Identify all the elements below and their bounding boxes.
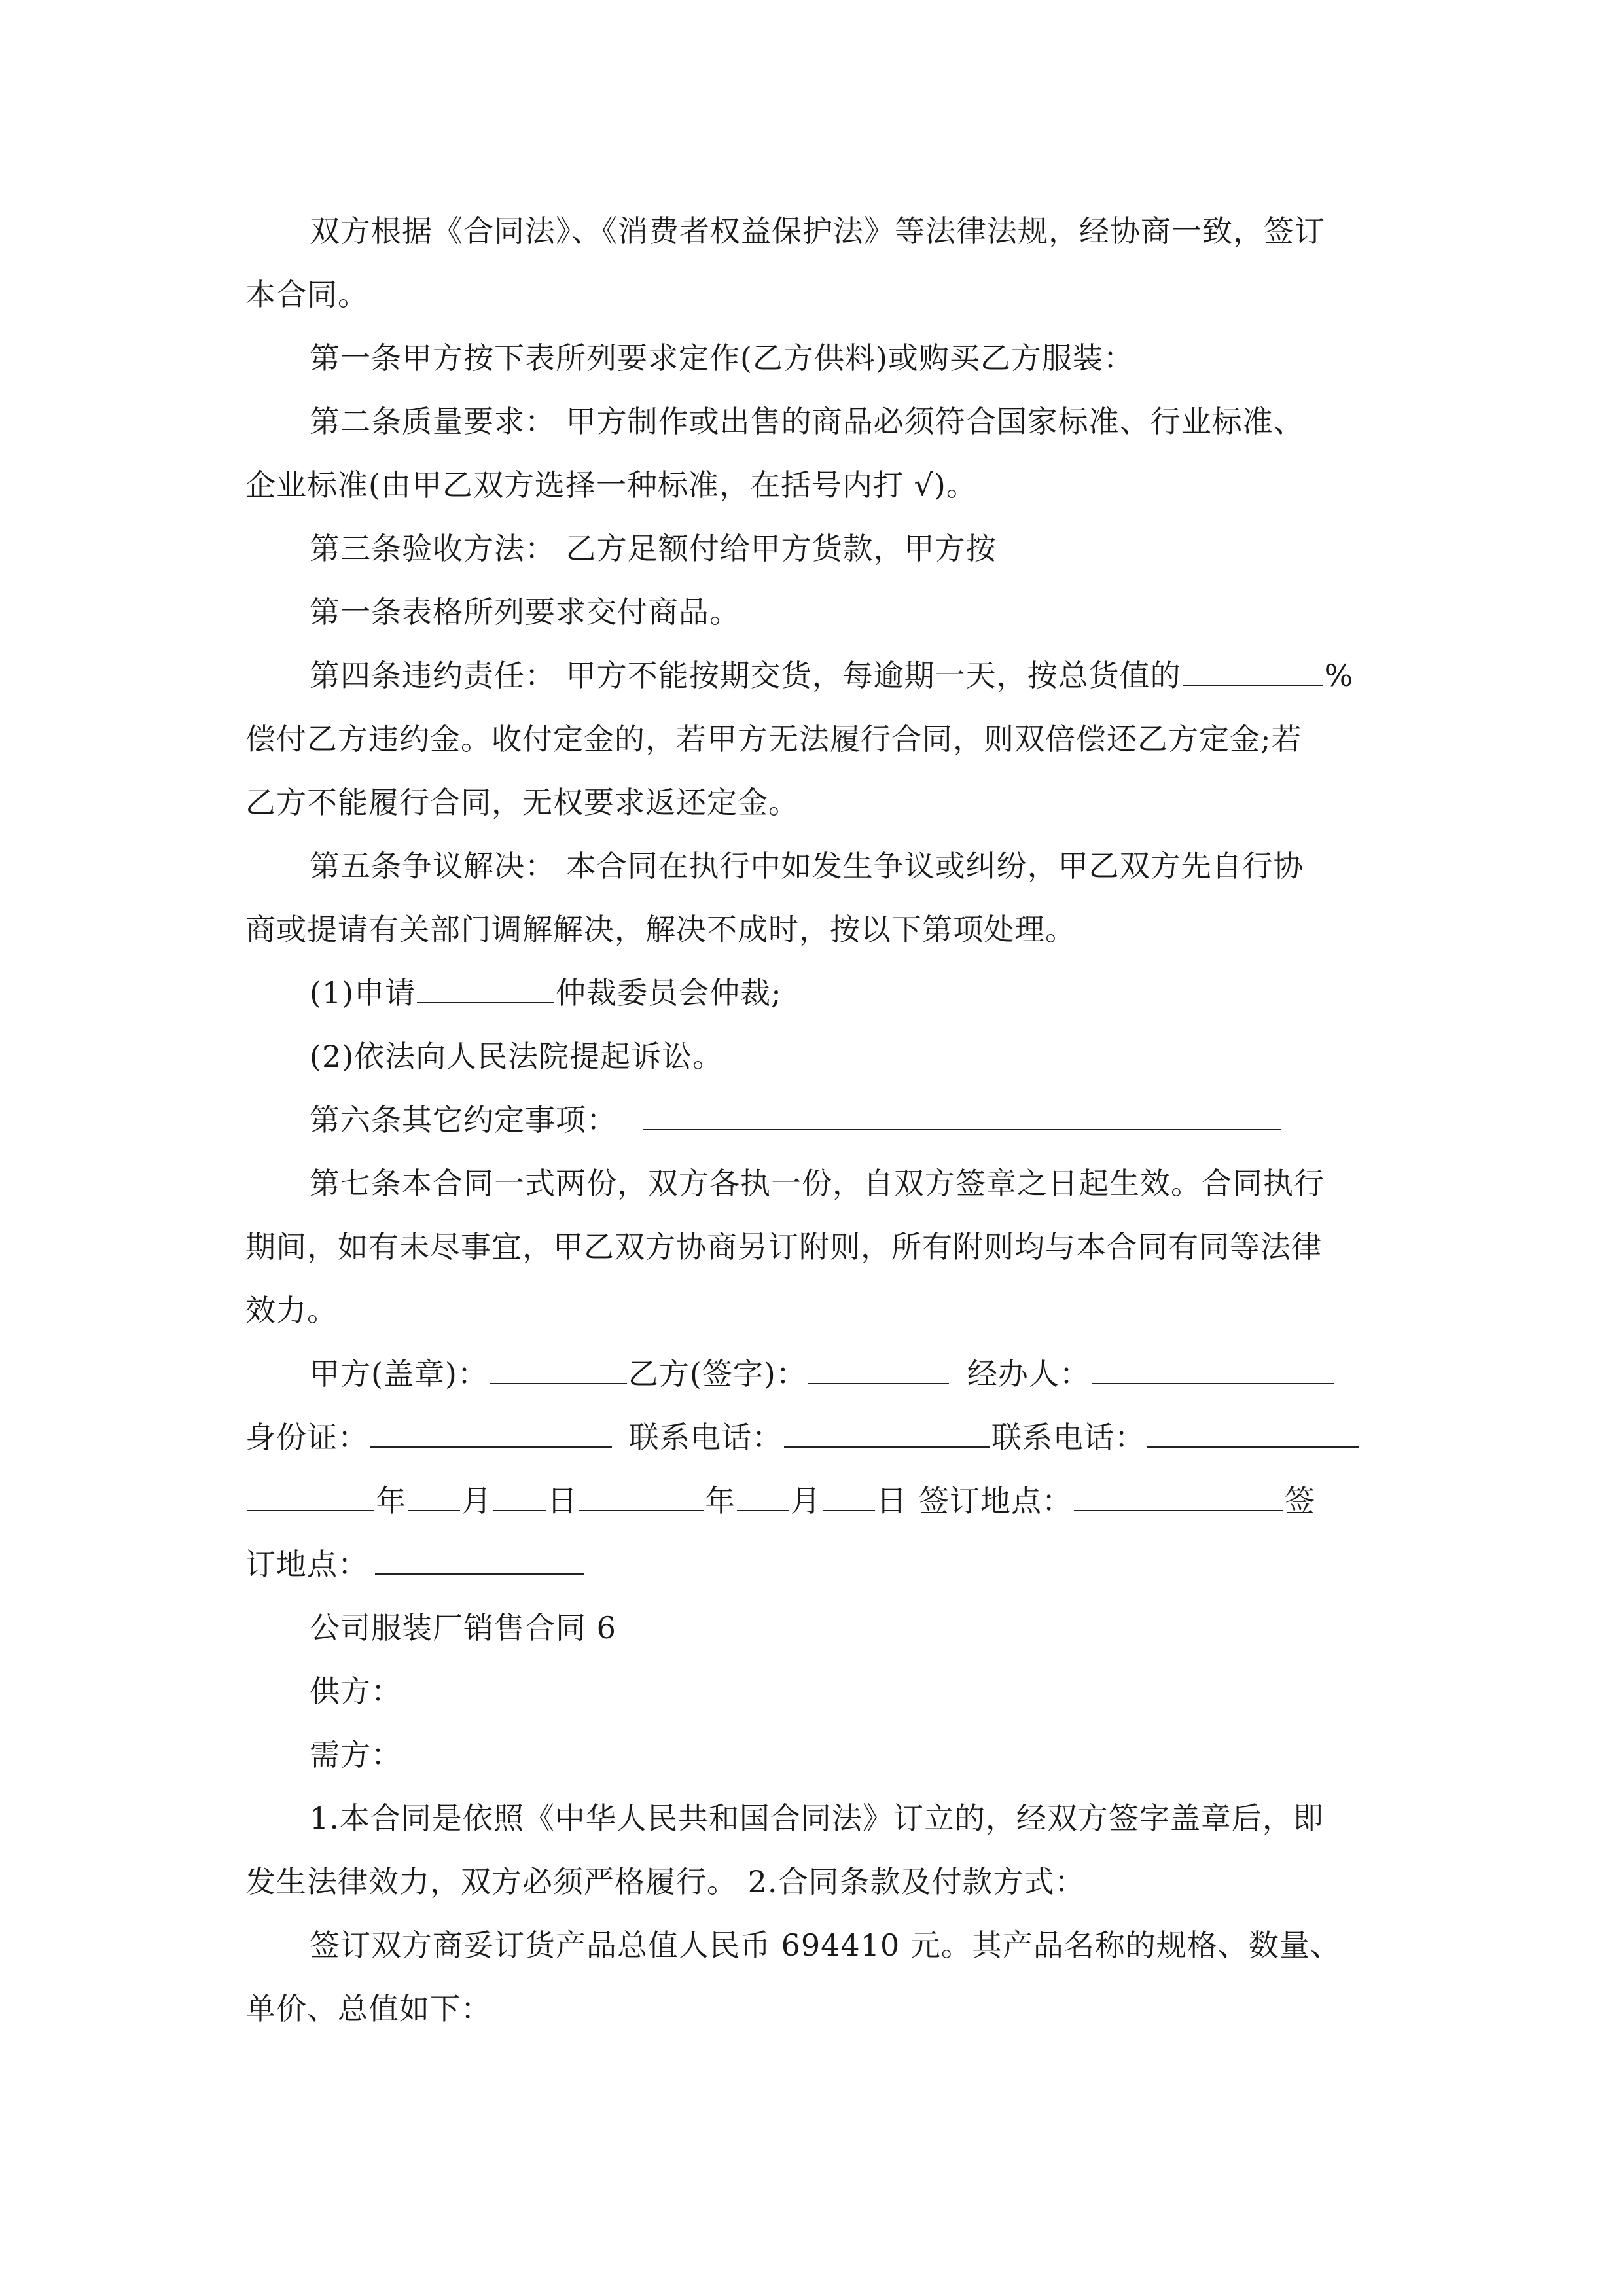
- text-line: 1.本合同是依照《中华人民共和国合同法》订立的，经双方签字盖章后，即: [310, 1801, 1324, 1836]
- article-3: [245, 517, 1378, 581]
- article-2: [245, 390, 1378, 454]
- text-line: 供方：: [310, 1674, 402, 1709]
- label-place-a: 签订地点：: [919, 1483, 1073, 1518]
- supplier-line: [245, 1660, 1378, 1723]
- text-line: 第一条甲方按下表所列要求定作(乙方供料)或购买乙方服装：: [310, 340, 1134, 376]
- total-value-cont: [245, 1977, 1378, 2041]
- blank-place-a[interactable]: [1074, 1473, 1283, 1511]
- blank-day-b[interactable]: [823, 1473, 875, 1511]
- blank-phone-b[interactable]: [1147, 1410, 1359, 1448]
- label-place-b: 签: [1285, 1483, 1315, 1518]
- item-1-cont: [245, 1850, 1378, 1914]
- paragraph-intro-cont: [245, 263, 1378, 327]
- blank-penalty-percent[interactable]: [1183, 648, 1323, 686]
- label-id-card: 身份证：: [245, 1420, 368, 1455]
- label-party-b: 乙方(签字)：: [628, 1356, 807, 1391]
- text-line: 公司服装厂销售合同 6: [310, 1610, 616, 1645]
- article-1: [245, 327, 1378, 390]
- label-year: 年: [705, 1483, 736, 1518]
- total-value: [245, 1914, 1378, 1977]
- article-6: [245, 1088, 1378, 1152]
- text-line: 企业标准(由甲乙双方选择一种标准，在括号内打 √)。: [245, 467, 977, 503]
- text-line: 第三条验收方法： 乙方足额付给甲方货款，甲方按: [310, 531, 997, 566]
- article-2-cont: [245, 454, 1378, 517]
- text-line: 发生法律效力，双方必须严格履行。 2.合同条款及付款方式：: [245, 1864, 1086, 1899]
- document-body: [245, 200, 1378, 2041]
- text-line: 第一条表格所列要求交付商品。: [310, 594, 740, 630]
- text-line: 签订双方商妥订货产品总值人民币 694410 元。其产品名称的规格、数量、: [310, 1928, 1341, 1963]
- signature-row-2: [245, 1406, 1378, 1469]
- text-line: (2)依法向人民法院提起诉讼。: [310, 1039, 724, 1074]
- blank-month-b[interactable]: [737, 1473, 789, 1511]
- text-line: 需方：: [310, 1737, 402, 1772]
- article-7: [245, 1152, 1378, 1215]
- article-4-cont2: [245, 771, 1378, 834]
- article-4-cont: [245, 708, 1378, 771]
- blank-other-matters[interactable]: [643, 1092, 1281, 1130]
- blank-party-b[interactable]: [808, 1346, 949, 1384]
- text-line: 乙方不能履行合同，无权要求返还定金。: [245, 785, 799, 820]
- label-phone-a: 联系电话：: [629, 1420, 783, 1455]
- article-5: [245, 834, 1378, 898]
- label-year: 年: [376, 1483, 406, 1518]
- text-line: 第七条本合同一式两份，双方各执一份，自双方签章之日起生效。合同执行: [310, 1166, 1325, 1201]
- text-line: 仲裁委员会仲裁;: [556, 975, 782, 1011]
- signature-row-1: [245, 1342, 1378, 1406]
- option-2: [245, 1025, 1378, 1088]
- label-month: 月: [461, 1483, 492, 1518]
- label-agent: 经办人：: [967, 1356, 1090, 1391]
- blank-id-card[interactable]: [370, 1410, 612, 1448]
- article-5-cont: [245, 898, 1378, 961]
- text-line: 第六条其它约定事项：: [310, 1102, 617, 1138]
- text-line: 第二条质量要求： 甲方制作或出售的商品必须符合国家标准、行业标准、: [310, 404, 1304, 439]
- text-line: 效力。: [245, 1293, 338, 1328]
- article-7-cont2: [245, 1279, 1378, 1342]
- text-line: 本合同。: [245, 277, 368, 312]
- signature-row-4: [245, 1533, 1378, 1596]
- blank-phone-a[interactable]: [784, 1410, 990, 1448]
- blank-party-a[interactable]: [490, 1346, 627, 1384]
- label-month: 月: [791, 1483, 821, 1518]
- item-1: [245, 1787, 1378, 1850]
- text-line: 商或提请有关部门调解解决，解决不成时，按以下第项处理。: [245, 912, 1076, 947]
- label-day: 日: [876, 1483, 907, 1518]
- text-line: 单价、总值如下：: [245, 1991, 491, 2026]
- signature-row-3: [245, 1469, 1378, 1533]
- buyer-line: [245, 1723, 1378, 1787]
- blank-year-a[interactable]: [247, 1473, 374, 1511]
- blank-day-a[interactable]: [493, 1473, 546, 1511]
- blank-month-a[interactable]: [408, 1473, 460, 1511]
- paragraph-intro: [245, 200, 1378, 263]
- contract-6-title: [245, 1596, 1378, 1660]
- text-line: (1)申请: [310, 975, 416, 1011]
- article-4: [245, 644, 1378, 708]
- article-7-cont: [245, 1215, 1378, 1279]
- text-line: %: [1324, 658, 1354, 693]
- text-line: 第五条争议解决： 本合同在执行中如发生争议或纠纷，甲乙双方先自行协: [310, 848, 1304, 884]
- label-day: 日: [547, 1483, 578, 1518]
- text-line: 第四条违约责任： 甲方不能按期交货，每逾期一天，按总货值的: [310, 658, 1181, 693]
- blank-arbitration[interactable]: [417, 965, 554, 1003]
- text-line: 双方根据《合同法》、《消费者权益保护法》等法律法规，经协商一致，签订: [310, 213, 1325, 249]
- label-phone-b: 联系电话：: [991, 1420, 1145, 1455]
- blank-year-b[interactable]: [579, 1473, 704, 1511]
- label-party-a: 甲方(盖章)：: [310, 1356, 488, 1391]
- label-place-b-cont: 订地点：: [245, 1547, 368, 1582]
- option-1: [245, 961, 1378, 1025]
- text-line: 偿付乙方违约金。收付定金的，若甲方无法履行合同，则双倍偿还乙方定金;若: [245, 721, 1302, 757]
- article-3-cont: [245, 581, 1378, 644]
- blank-agent[interactable]: [1092, 1346, 1334, 1384]
- text-line: 期间，如有未尽事宜，甲乙双方协商另订附则，所有附则均与本合同有同等法律: [245, 1229, 1322, 1265]
- blank-place-b[interactable]: [375, 1537, 584, 1575]
